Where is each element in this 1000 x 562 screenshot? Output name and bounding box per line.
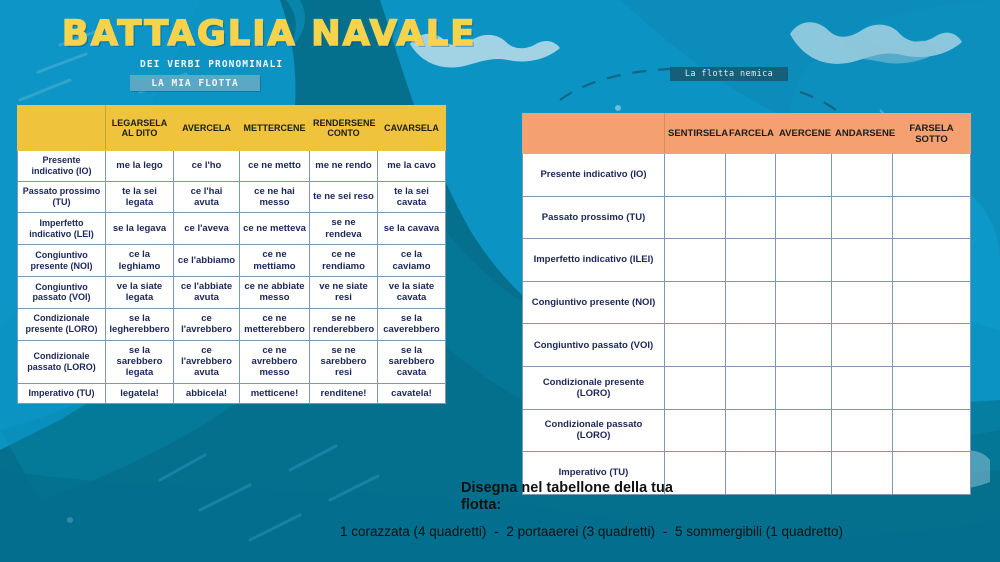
table-cell[interactable] bbox=[776, 366, 832, 409]
row-header: Condizionale presente (LORO) bbox=[18, 308, 106, 340]
table-cell[interactable]: ce l'abbiate avuta bbox=[174, 276, 240, 308]
row-header: Congiuntivo passato (VOI) bbox=[18, 276, 106, 308]
table-cell[interactable]: me la lego bbox=[106, 151, 174, 182]
page-subtitle: DEI VERBI PRONOMINALI bbox=[140, 59, 284, 70]
table-cell[interactable] bbox=[776, 196, 832, 239]
table-cell[interactable]: ce l'ho bbox=[174, 151, 240, 182]
table-cell[interactable]: ce ne metteva bbox=[240, 213, 310, 245]
table-cell[interactable]: se la sarebbero cavata bbox=[378, 340, 446, 383]
table-cell[interactable]: ce ne metto bbox=[240, 151, 310, 182]
table-cell[interactable]: se la legherebbero bbox=[106, 308, 174, 340]
table-cell[interactable]: te la sei cavata bbox=[378, 181, 446, 213]
row-header: Presente indicativo (IO) bbox=[523, 154, 665, 197]
table-cell[interactable]: te la sei legata bbox=[106, 181, 174, 213]
table-cell[interactable]: me la cavo bbox=[378, 151, 446, 182]
table-cell[interactable]: me ne rendo bbox=[310, 151, 378, 182]
table-row bbox=[523, 366, 971, 409]
row-header: Imperativo (TU) bbox=[523, 452, 665, 495]
table-row bbox=[523, 324, 971, 367]
table-cell[interactable] bbox=[726, 452, 776, 495]
column-header: RENDERSENE CONTO bbox=[310, 106, 378, 151]
row-header: Imperfetto indicativo (ILEI) bbox=[523, 239, 665, 282]
table-cell[interactable] bbox=[665, 324, 726, 367]
table-cell[interactable]: se ne renderebbero bbox=[310, 308, 378, 340]
table-row bbox=[18, 213, 446, 245]
table-cell[interactable]: abbicela! bbox=[174, 383, 240, 403]
table-cell[interactable] bbox=[726, 196, 776, 239]
table-cell[interactable] bbox=[832, 154, 893, 197]
table-cell[interactable]: ce ne mettiamo bbox=[240, 245, 310, 277]
instruction-separator: - bbox=[662, 524, 668, 539]
table-cell[interactable]: ce l'hai avuta bbox=[174, 181, 240, 213]
table-header-row bbox=[18, 106, 446, 151]
table-cell[interactable] bbox=[665, 154, 726, 197]
table-cell[interactable] bbox=[665, 409, 726, 452]
table-cell[interactable]: ce l'avrebbero bbox=[174, 308, 240, 340]
table-cell[interactable]: se la cavava bbox=[378, 213, 446, 245]
table-cell[interactable] bbox=[893, 366, 971, 409]
table-cell[interactable] bbox=[726, 154, 776, 197]
table-cell[interactable]: te ne sei reso bbox=[310, 181, 378, 213]
table-cell[interactable] bbox=[832, 196, 893, 239]
row-header: Passato prossimo (TU) bbox=[523, 196, 665, 239]
table-row bbox=[523, 196, 971, 239]
column-header: SENTIRSELA bbox=[665, 114, 726, 154]
table-cell[interactable] bbox=[726, 366, 776, 409]
table-cell[interactable] bbox=[776, 281, 832, 324]
table-cell[interactable] bbox=[893, 154, 971, 197]
row-header: Congiuntivo passato (VOI) bbox=[523, 324, 665, 367]
table-cell[interactable]: ce la leghiamo bbox=[106, 245, 174, 277]
row-header: Congiuntivo presente (NOI) bbox=[18, 245, 106, 277]
table-cell[interactable]: ce ne hai messo bbox=[240, 181, 310, 213]
column-header: AVERCENE bbox=[776, 114, 832, 154]
table-cell[interactable]: ce la caviamo bbox=[378, 245, 446, 277]
table-cell[interactable] bbox=[665, 281, 726, 324]
table-cell[interactable] bbox=[665, 366, 726, 409]
table-cell[interactable] bbox=[893, 409, 971, 452]
table-row bbox=[523, 281, 971, 324]
table-row bbox=[18, 245, 446, 277]
column-header: METTERCENE bbox=[240, 106, 310, 151]
table-cell[interactable]: ce ne rendiamo bbox=[310, 245, 378, 277]
table-cell[interactable]: ce l'aveva bbox=[174, 213, 240, 245]
table-cell[interactable]: se la legava bbox=[106, 213, 174, 245]
table-cell[interactable]: ve ne siate resi bbox=[310, 276, 378, 308]
table-cell[interactable] bbox=[726, 239, 776, 282]
table-row bbox=[18, 181, 446, 213]
table-row bbox=[523, 239, 971, 282]
table-row bbox=[18, 276, 446, 308]
enemy-fleet-table bbox=[522, 113, 971, 495]
row-header: Condizionale presente (LORO) bbox=[523, 366, 665, 409]
table-cell[interactable]: metticene! bbox=[240, 383, 310, 403]
instruction-item: 2 portaaerei (3 quadretti) bbox=[506, 524, 655, 539]
table-cell[interactable] bbox=[893, 196, 971, 239]
page-title: BATTAGLIA NAVALE bbox=[62, 14, 477, 54]
table-cell[interactable] bbox=[665, 196, 726, 239]
column-header: FARSELA SOTTO bbox=[893, 114, 971, 154]
table-cell[interactable] bbox=[726, 281, 776, 324]
table-cell[interactable] bbox=[832, 409, 893, 452]
table-cell[interactable]: cavatela! bbox=[378, 383, 446, 403]
my-fleet-badge: LA MIA FLOTTA bbox=[130, 75, 260, 91]
table-cell[interactable]: ce l'abbiamo bbox=[174, 245, 240, 277]
row-header: Imperativo (TU) bbox=[18, 383, 106, 403]
table-cell[interactable] bbox=[776, 324, 832, 367]
table-cell[interactable] bbox=[832, 239, 893, 282]
my-fleet-table bbox=[17, 105, 446, 404]
table-cell[interactable] bbox=[832, 452, 893, 495]
table-cell[interactable]: renditene! bbox=[310, 383, 378, 403]
table-cell[interactable] bbox=[832, 281, 893, 324]
instructions-heading: Disegna nel tabellone della tua flotta: bbox=[461, 480, 673, 514]
table-cell[interactable]: se ne rendeva bbox=[310, 213, 378, 245]
table-header-row bbox=[523, 114, 971, 154]
column-header: AVERCELA bbox=[174, 106, 240, 151]
table-cell[interactable]: ve la siate legata bbox=[106, 276, 174, 308]
table-cell[interactable] bbox=[893, 324, 971, 367]
table-row bbox=[523, 154, 971, 197]
row-header: Imperfetto indicativo (LEI) bbox=[18, 213, 106, 245]
table-cell[interactable]: se la sarebbero legata bbox=[106, 340, 174, 383]
table-cell[interactable]: ce ne avrebbero messo bbox=[240, 340, 310, 383]
instruction-item: 1 corazzata (4 quadretti) bbox=[340, 524, 487, 539]
table-cell[interactable] bbox=[776, 154, 832, 197]
column-header: LEGARSELA AL DITO bbox=[106, 106, 174, 151]
table-cell[interactable] bbox=[893, 452, 971, 495]
corner-header bbox=[523, 114, 665, 154]
table-row bbox=[18, 308, 446, 340]
instructions-list bbox=[340, 524, 847, 539]
table-cell[interactable] bbox=[832, 324, 893, 367]
instruction-item: 5 sommergibili (1 quadretto) bbox=[674, 524, 844, 539]
row-header: Presente indicativo (IO) bbox=[18, 151, 106, 182]
row-header: Condizionale passato (LORO) bbox=[523, 409, 665, 452]
table-cell[interactable]: ce ne abbiate messo bbox=[240, 276, 310, 308]
table-row bbox=[18, 340, 446, 383]
table-row bbox=[523, 409, 971, 452]
table-cell[interactable]: ce ne metterebbero bbox=[240, 308, 310, 340]
table-cell[interactable]: se ne sarebbero resi bbox=[310, 340, 378, 383]
row-header: Condizionale passato (LORO) bbox=[18, 340, 106, 383]
table-cell[interactable]: ce l'avrebbero avuta bbox=[174, 340, 240, 383]
table-cell[interactable] bbox=[726, 409, 776, 452]
table-cell[interactable] bbox=[726, 324, 776, 367]
row-header: Passato prossimo (TU) bbox=[18, 181, 106, 213]
column-header: CAVARSELA bbox=[378, 106, 446, 151]
table-cell[interactable] bbox=[776, 409, 832, 452]
table-cell[interactable] bbox=[832, 366, 893, 409]
table-row bbox=[18, 151, 446, 182]
table-cell[interactable] bbox=[665, 239, 726, 282]
row-header: Congiuntivo presente (NOI) bbox=[523, 281, 665, 324]
table-cell[interactable]: ve la siate cavata bbox=[378, 276, 446, 308]
table-cell[interactable] bbox=[893, 239, 971, 282]
table-cell[interactable]: legatela! bbox=[106, 383, 174, 403]
corner-header bbox=[18, 106, 106, 151]
enemy-fleet-badge: La flotta nemica bbox=[670, 67, 788, 81]
table-cell[interactable] bbox=[893, 281, 971, 324]
column-header: FARCELA bbox=[726, 114, 776, 154]
column-header: ANDARSENE bbox=[832, 114, 893, 154]
table-cell[interactable] bbox=[776, 452, 832, 495]
table-cell[interactable]: se la caverebbero bbox=[378, 308, 446, 340]
table-row bbox=[18, 383, 446, 403]
instruction-separator: - bbox=[494, 524, 499, 539]
table-cell[interactable] bbox=[776, 239, 832, 282]
